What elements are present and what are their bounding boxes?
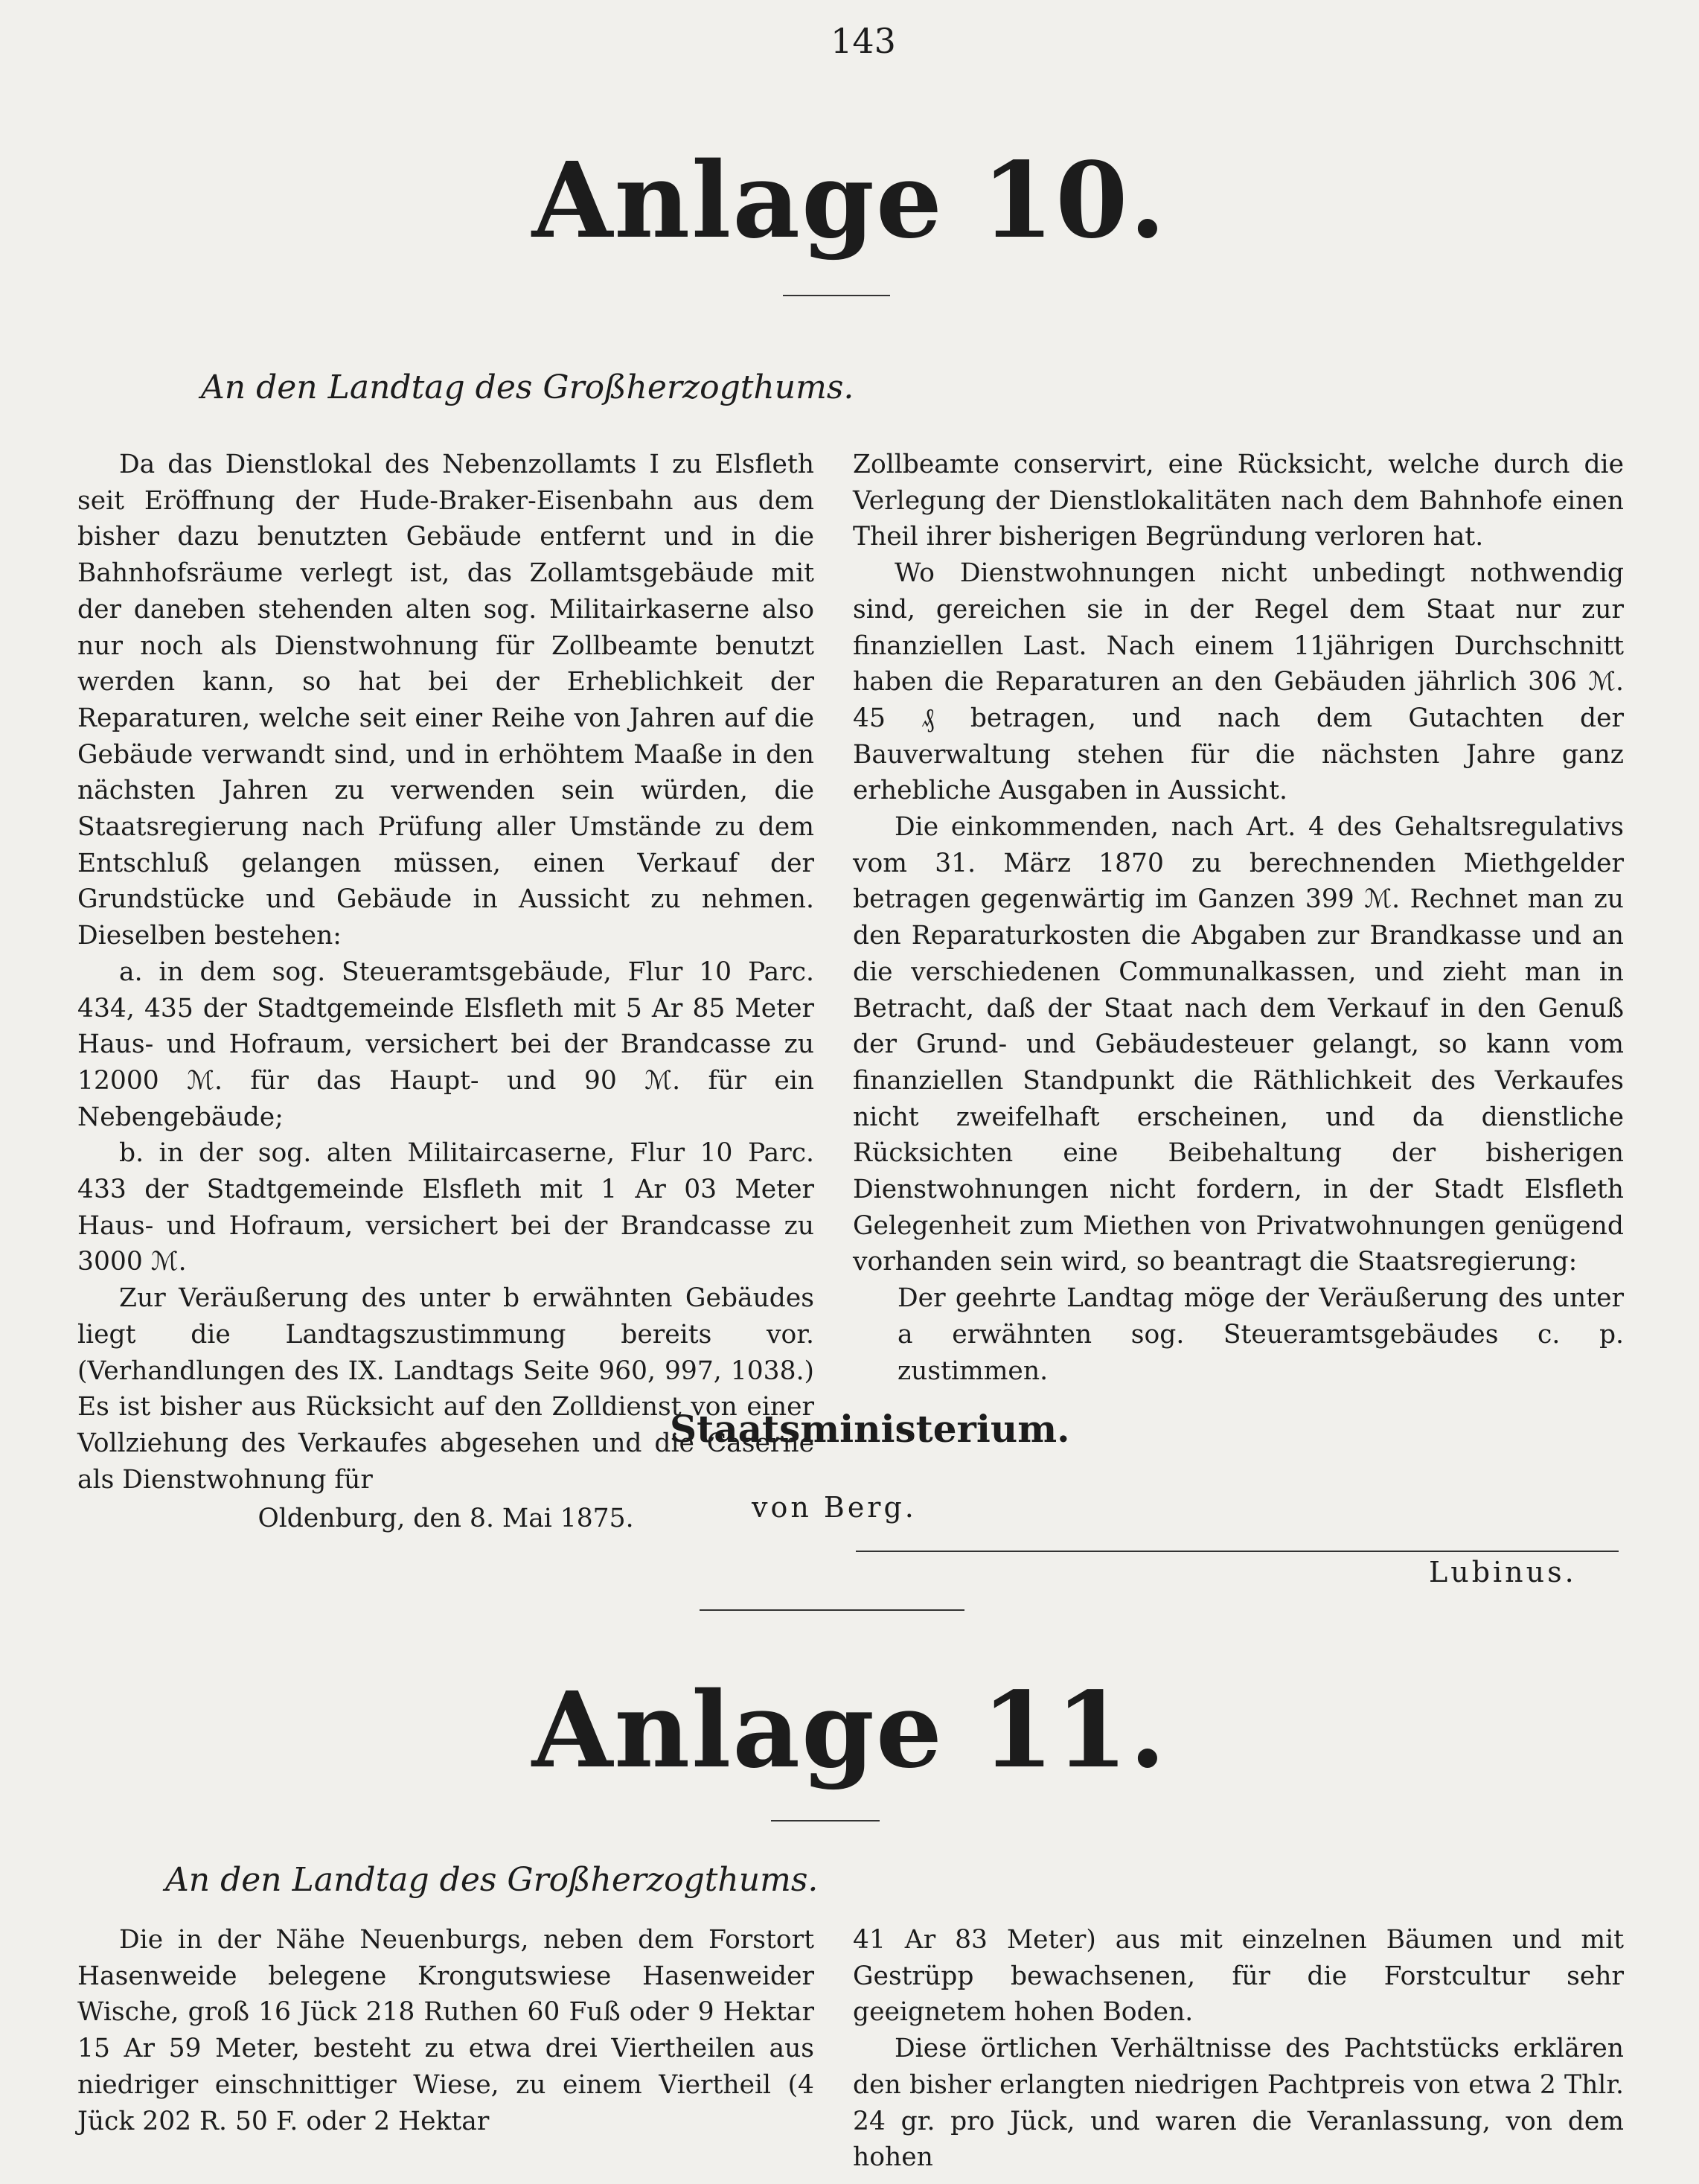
signature-name: Lubinus.	[1429, 1556, 1577, 1588]
anlage-10-left-column	[77, 447, 814, 1537]
anlage-11-left-column	[77, 1922, 814, 2139]
page-number: 143	[831, 21, 896, 61]
paragraph: Wo Dienstwohnungen nicht unbedingt nothwendig sind, gereichen sie in der Regel dem Staat nur zur finanziellen Last. Nach einem 11jährigen Durchschnitt haben die Reparaturen an den Gebäuden jährlich 306 ℳ. 45 ₰ betragen, und nach dem Gutachten der Bauverwaltung stehen für die nächsten Jahre ganz erhebliche Ausgaben in Aussicht.	[853, 558, 1624, 806]
paragraph: Da das Dienstlokal des Nebenzollamts I zu Elsfleth seit Eröffnung der Hude-Braker-Eisenbahn aus dem bisher dazu benutzten Gebäude entfernt und in die Bahnhofsräume verlegt ist, das Zollamtsgebäude mit der daneben stehenden alten sog. Militairkaserne also nur noch als Dienstwohnung für Zollbeamte benutzt werden kann, so hat bei der Erheblichkeit der Reparaturen, welche seit einer Reihe von Jahren auf die Gebäude verwandt sind, und in erhöhtem Maaße in den nächsten Jahren zu verwenden sein würden, die Staatsregierung nach Prüfung aller Umstände zu dem Entschluß gelangen müssen, einen Verkauf der Grundstücke und Gebäude in Aussicht zu nehmen. Dieselben bestehen:	[77, 450, 814, 951]
signature-rule	[856, 1551, 1619, 1552]
anlage-10-right-column	[853, 447, 1624, 1389]
paragraph: Diese örtlichen Verhältnisse des Pachtstücks erklären den bisher erlangten niedrigen Pachtpreis von etwa 2 Thlr. 24 gr. pro Jück, und waren die Veranlassung, von dem hohen	[853, 2034, 1624, 2173]
paragraph: Die in der Nähe Neuenburgs, neben dem Forstort Hasenweide belegene Krongutswiese Hasenweider Wische, groß 16 Jück 218 Ruthen 60 Fuß oder 9 Hektar 15 Ar 59 Meter, besteht zu etwa drei Viertheilen aus niedriger einschnittiger Wiese, zu einem Viertheil (4 Jück 202 R. 50 F. oder 2 Hektar	[77, 1925, 814, 2136]
anlage-10-heading: Anlage 10.	[531, 140, 1168, 262]
motion-text: Der geehrte Landtag möge der Veräußerung des unter a erwähnten sog. Steueramtsgebäudes c. p. zustimmen.	[898, 1283, 1624, 1386]
paragraph: Die einkommenden, nach Art. 4 des Gehaltsregulativs vom 31. März 1870 zu berechnenden Miethgelder betragen gegenwärtig im Ganzen 399 ℳ. Rechnet man zu den Reparaturkosten die Abgaben zur Brandkasse und an die verschiedenen Communalkassen, und zieht man in Betracht, daß der Staat nach dem Verkauf in den Genuß der Grund- und Gebäudesteuer gelangt, so kann vom finanziellen Standpunkt die Räthlichkeit des Verkaufes nicht zweifelhaft erscheinen, und da dienstliche Rücksichten eine Beibehaltung der bisherigen Dienstwohnungen nicht fordern, in der Stadt Elsfleth Gelegenheit zum Miethen von Privatwohnungen genügend vorhanden sein wird, so beantragt die Staatsregierung:	[853, 812, 1624, 1277]
heading-rule	[783, 295, 890, 296]
anlage-11-addressee: An den Landtag des Großherzogthums.	[165, 1861, 819, 1899]
anlage-11-heading: Anlage 11.	[531, 1670, 1168, 1792]
paragraph: Zur Veräußerung des unter b erwähnten Gebäudes liegt die Landtagszustimmung bereits vor. (Verhandlungen des IX. Landtags Seite 960, 997, 1038.) Es ist bisher aus Rücksicht auf den Zolldienst von einer Vollziehung des Verkaufes abgesehen und die Caserne als Dienstwohnung für	[77, 1283, 814, 1495]
anlage-10-addressee: An den Landtag des Großherzogthums.	[201, 368, 854, 406]
paragraph: a. in dem sog. Steueramtsgebäude, Flur 10 Parc. 434, 435 der Stadtgemeinde Elsfleth mit 5 Ar 85 Meter Haus- und Hofraum, versichert bei der Brandcasse zu 12000 ℳ. für das Haupt- und 90 ℳ. für ein Nebengebäude;	[77, 957, 814, 1132]
anlage-11-right-column	[853, 1922, 1624, 2176]
paragraph: b. in der sog. alten Militaircaserne, Flur 10 Parc. 433 der Stadtgemeinde Elsfleth mit 1 Ar 03 Meter Haus- und Hofraum, versichert bei der Brandcasse zu 3000 ℳ.	[77, 1138, 814, 1277]
paragraph: Zollbeamte conservirt, eine Rücksicht, welche durch die Verlegung der Dienstlokalitäten nach dem Bahnhofe einen Theil ihrer bisherigen Begründung verloren hat.	[853, 450, 1624, 552]
date-line: Oldenburg, den 8. Mai 1875.	[257, 1504, 634, 1534]
section-divider	[700, 1609, 964, 1611]
signature-title: Staatsministerium.	[670, 1407, 1070, 1451]
signature-name: von Berg.	[752, 1491, 917, 1524]
paragraph: 41 Ar 83 Meter) aus mit einzelnen Bäumen und mit Gestrüpp bewachsenen, für die Forstcultur sehr geeignetem hohen Boden.	[853, 1925, 1624, 2028]
heading-rule	[771, 1820, 880, 1821]
